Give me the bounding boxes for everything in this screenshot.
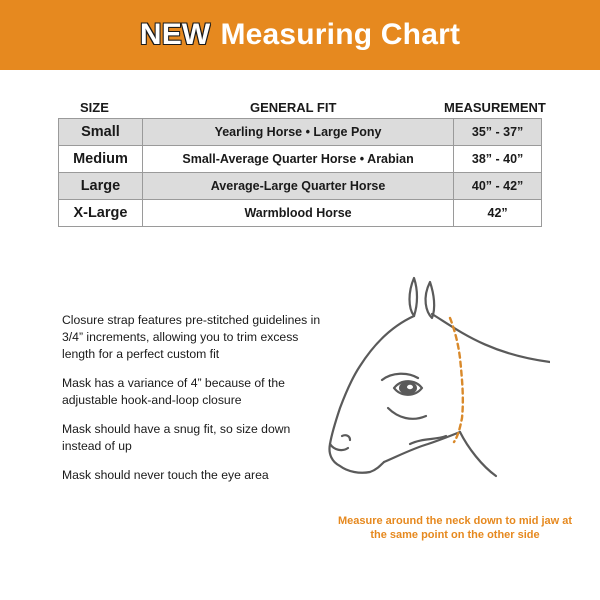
new-badge: NEW <box>139 18 211 51</box>
table-row <box>59 173 542 200</box>
header-measurement: MEASUREMENT <box>444 100 546 115</box>
banner-title-text: Measuring Chart <box>220 18 461 51</box>
horse-head-icon <box>318 268 550 508</box>
horse-head-illustration <box>318 268 550 508</box>
note-closure-strap: Closure strap features pre-stitched guidelines in 3/4” increments, allowing you to trim excess length for a perfect custom fit <box>62 313 321 361</box>
table-row <box>59 200 542 227</box>
note-snug-fit: Mask should have a snug fit, so size down instead of up <box>62 422 291 453</box>
measure-caption: Measure around the neck down to mid jaw at the same point on the other side <box>337 515 573 541</box>
size-cell: Small <box>59 119 143 146</box>
measuring-line <box>450 318 463 442</box>
size-cell: Medium <box>59 146 143 173</box>
fit-notes <box>62 312 332 496</box>
size-table <box>58 118 542 227</box>
fit-cell: Average-Large Quarter Horse <box>142 173 453 200</box>
title-banner <box>0 0 600 70</box>
note-eye-area: Mask should never touch the eye area <box>62 468 269 482</box>
measurement-cell: 42” <box>454 200 542 227</box>
table-row <box>59 119 542 146</box>
header-general-fit: GENERAL FIT <box>250 100 337 115</box>
table-row <box>59 146 542 173</box>
size-cell: X-Large <box>59 200 143 227</box>
size-cell: Large <box>59 173 143 200</box>
measurement-cell: 38” - 40” <box>454 146 542 173</box>
fit-cell: Warmblood Horse <box>142 200 453 227</box>
measurement-cell: 40” - 42” <box>454 173 542 200</box>
fit-cell: Small-Average Quarter Horse • Arabian <box>142 146 453 173</box>
page-title <box>140 18 460 52</box>
note-variance: Mask has a variance of 4” because of the adjustable hook-and-loop closure <box>62 376 285 407</box>
header-size: SIZE <box>80 100 109 115</box>
fit-cell: Yearling Horse • Large Pony <box>142 119 453 146</box>
measurement-cell: 35” - 37” <box>454 119 542 146</box>
